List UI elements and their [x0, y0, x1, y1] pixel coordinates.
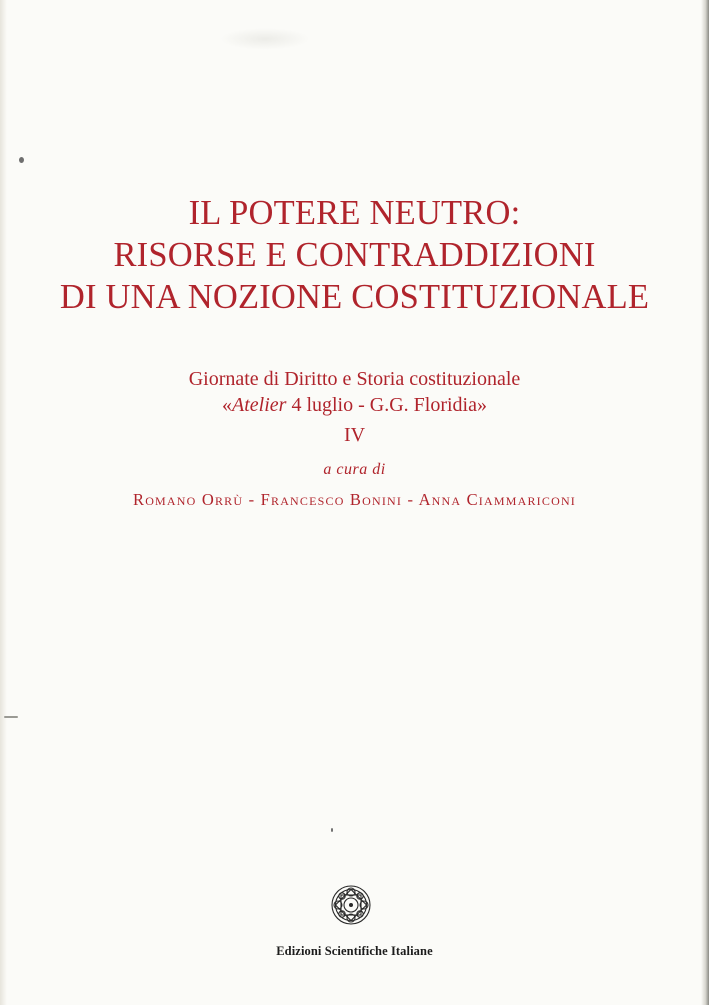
title-line-1: IL POTERE NEUTRO:: [188, 194, 521, 232]
speck: [331, 828, 333, 832]
publisher-name: Edizioni Scientifiche Italiane: [276, 944, 433, 958]
publisher-logo-icon: [330, 884, 372, 926]
editor-name: Romano Orrù: [132, 490, 244, 509]
curated-by: a cura di: [323, 461, 386, 478]
title-line-3: DI UNA NOZIONE COSTITUZIONALE: [59, 278, 650, 316]
editor-name: Anna Ciammariconi: [418, 490, 577, 509]
volume-number: IV: [343, 424, 366, 446]
editors-line: [0, 488, 709, 512]
title-line-2: RISORSE E CONTRADDIZIONI: [113, 236, 596, 274]
atelier-line: [0, 392, 709, 418]
subtitle-block: [0, 366, 709, 512]
faint-mark: [220, 28, 310, 50]
book-title: [0, 192, 709, 318]
atelier-word: Atelier: [232, 394, 287, 416]
editor-separator: -: [402, 490, 419, 509]
atelier-rest: 4 luglio - G.G. Floridia»: [286, 394, 487, 416]
editor-separator: -: [243, 490, 261, 509]
series-line: Giornate di Diritto e Storia costituzionale: [188, 368, 521, 390]
atelier-quote-open: «: [222, 394, 232, 416]
editor-name: Francesco Bonini: [260, 490, 403, 509]
speck: [4, 716, 18, 718]
speck: [19, 157, 24, 163]
